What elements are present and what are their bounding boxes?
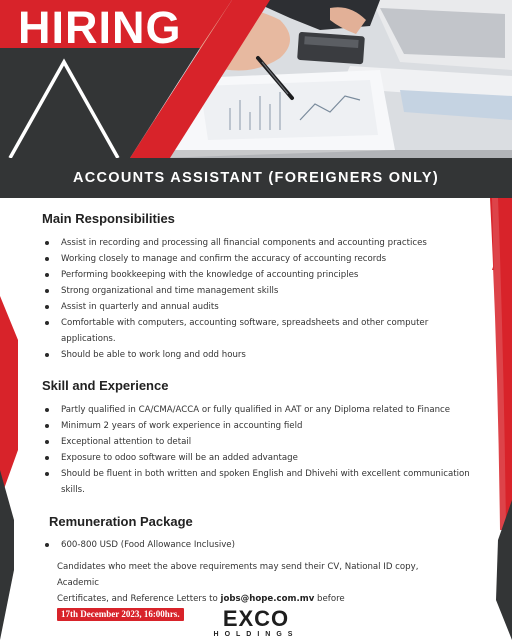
remuneration-list <box>45 537 465 553</box>
bullet-icon <box>45 440 49 444</box>
list-item-continuation: applications. <box>61 334 116 344</box>
list-item-continuation: skills. <box>61 485 85 495</box>
hiring-title: HIRING <box>18 2 182 53</box>
list-item: Should be able to work long and odd hours <box>45 347 485 363</box>
bullet-icon <box>45 543 49 547</box>
bullet-icon <box>45 424 49 428</box>
skills-list <box>45 402 485 498</box>
bullet-icon <box>45 241 49 245</box>
skills-heading: Skill and Experience <box>42 378 169 393</box>
list-item: Strong organizational and time management skills <box>45 283 485 299</box>
list-item: Comfortable with computers, accounting software, spreadsheets and other computer <box>45 315 485 331</box>
company-logo <box>200 608 312 640</box>
bullet-icon <box>45 305 49 309</box>
bullet-icon <box>45 456 49 460</box>
remuneration-heading: Remuneration Package <box>49 514 193 529</box>
bullet-icon <box>45 472 49 476</box>
list-item: Performing bookkeeping with the knowledge of accounting principles <box>45 267 485 283</box>
bullet-icon <box>45 321 49 325</box>
bullet-icon <box>45 353 49 357</box>
list-item: Working closely to manage and confirm the accuracy of accounting records <box>45 251 485 267</box>
list-item: 600-800 USD (Food Allowance Inclusive) <box>45 537 465 553</box>
logo-subtitle: HOLDINGS <box>213 631 299 638</box>
list-item: Minimum 2 years of work experience in accounting field <box>45 418 485 434</box>
application-line-1: Candidates who meet the above requirements may send their CV, National ID copy, Academic <box>57 562 419 588</box>
hero-banner <box>0 0 512 158</box>
email-link[interactable]: jobs@hope.com.mv <box>220 594 315 604</box>
list-item: Exceptional attention to detail <box>45 434 485 450</box>
application-line-2: Certificates, and Reference Letters to jobs@hope.com.mv before 17th December 2023, 16:00hrs. <box>57 594 345 619</box>
bullet-icon <box>45 408 49 412</box>
list-item: Exposure to odoo software will be an added advantage <box>45 450 485 466</box>
bullet-icon <box>45 257 49 261</box>
bullet-icon <box>45 289 49 293</box>
job-details <box>0 198 512 640</box>
responsibilities-list <box>45 235 485 363</box>
job-title-band <box>0 158 512 198</box>
list-item: Assist in quarterly and annual audits <box>45 299 485 315</box>
responsibilities-heading: Main Responsibilities <box>42 211 175 226</box>
logo-name: EXCO <box>222 606 290 631</box>
list-item: Assist in recording and processing all financial components and accounting practices <box>45 235 485 251</box>
list-item: Partly qualified in CA/CMA/ACCA or fully qualified in AAT or any Diploma related to Finance <box>45 402 485 418</box>
job-title: ACCOUNTS ASSISTANT (FOREIGNERS ONLY) <box>72 170 440 186</box>
bullet-icon <box>45 273 49 277</box>
list-item: Should be fluent in both written and spoken English and Dhivehi with excellent communication <box>45 466 485 482</box>
deadline-badge: 17th December 2023, 16:00hrs. <box>57 608 184 621</box>
